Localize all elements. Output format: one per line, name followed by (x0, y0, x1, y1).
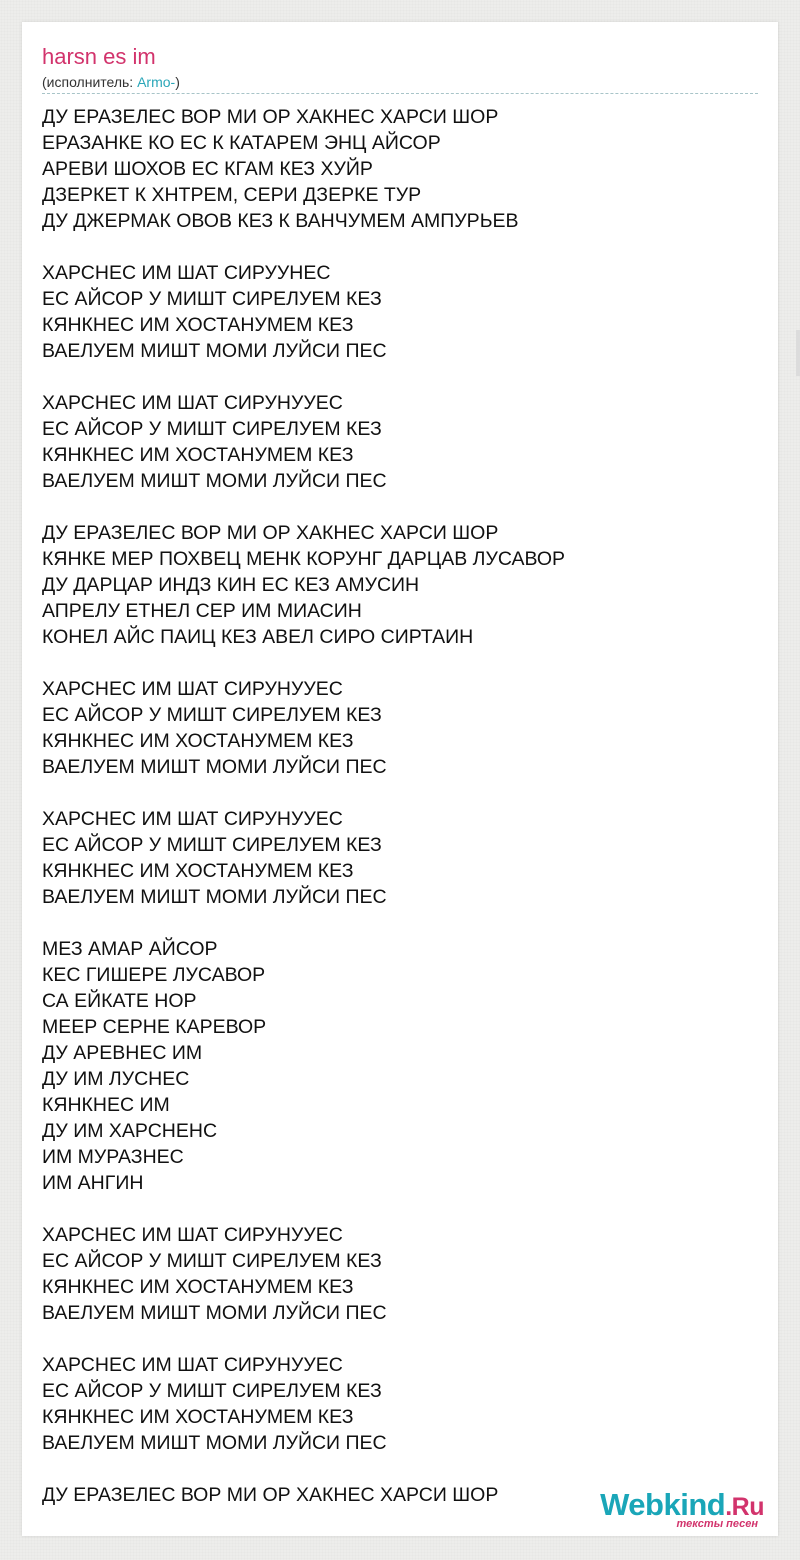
lyric-line: ДУ ДАРЦАР ИНДЗ КИН ЕС КЕЗ АМУСИН (42, 574, 420, 596)
lyric-line: ХАРСНЕС ИМ ШАТ СИРУУНЕС (42, 262, 331, 284)
lyric-blank-line (42, 650, 565, 676)
lyric-line: СА ЕЙКАТЕ НОР (42, 990, 197, 1012)
lyrics-body (42, 104, 565, 1508)
lyric-line: ЕРАЗАНКЕ КО ЕС К КАТАРЕМ ЭНЦ АЙСОР (42, 132, 441, 154)
song-title: harsn es im (42, 44, 156, 69)
lyric-line: ЕС АЙСОР У МИШТ СИРЕЛУЕМ КЕЗ (42, 288, 382, 310)
lyric-line: ИМ МУРАЗНЕС (42, 1146, 184, 1168)
lyric-blank-line (42, 1326, 565, 1352)
lyric-line: ДЗЕРКЕТ К ХНТРЕМ, СЕРИ ДЗЕРКЕ ТУР (42, 184, 422, 206)
lyric-line: ВАЕЛУЕМ МИШТ МОМИ ЛУЙСИ ПЕС (42, 470, 387, 492)
artist-line (42, 73, 180, 91)
lyrics-card (22, 22, 778, 1536)
lyric-line: ДУ ДЖЕРМАК ОВОВ КЕЗ К ВАНЧУМЕМ АМПУРЬЕВ (42, 210, 519, 232)
lyric-line: ВАЕЛУЕМ МИШТ МОМИ ЛУЙСИ ПЕС (42, 886, 387, 908)
lyric-blank-line (42, 1196, 565, 1222)
lyric-blank-line (42, 494, 565, 520)
lyric-line: МЕЕР СЕРНЕ КАРЕВОР (42, 1016, 267, 1038)
artist-prefix: (исполнитель: (42, 74, 138, 90)
lyric-blank-line (42, 234, 565, 260)
lyric-line: ИМ АНГИН (42, 1172, 144, 1194)
lyric-line: КЯНКНЕС ИМ ХОСТАНУМЕМ КЕЗ (42, 444, 354, 466)
lyric-line: КЯНКНЕС ИМ ХОСТАНУМЕМ КЕЗ (42, 314, 354, 336)
lyric-line: ЕС АЙСОР У МИШТ СИРЕЛУЕМ КЕЗ (42, 1250, 382, 1272)
lyric-line: КЯНКНЕС ИМ ХОСТАНУМЕМ КЕЗ (42, 730, 354, 752)
lyric-line: КЯНКНЕС ИМ ХОСТАНУМЕМ КЕЗ (42, 1406, 354, 1428)
lyric-line: КЯНКНЕС ИМ ХОСТАНУМЕМ КЕЗ (42, 860, 354, 882)
lyric-line: ДУ ИМ ЛУСНЕС (42, 1068, 190, 1090)
lyric-line: АПРЕЛУ ЕТНЕЛ СЕР ИМ МИАСИН (42, 600, 362, 622)
lyric-line: ДУ ЕРАЗЕЛЕС ВОР МИ ОР ХАКНЕС ХАРСИ ШОР (42, 522, 499, 544)
lyric-line: ХАРСНЕС ИМ ШАТ СИРУНУУЕС (42, 808, 343, 830)
lyric-line: ВАЕЛУЕМ МИШТ МОМИ ЛУЙСИ ПЕС (42, 1432, 387, 1454)
lyric-line: ДУ ЕРАЗЕЛЕС ВОР МИ ОР ХАКНЕС ХАРСИ ШОР (42, 1484, 499, 1506)
lyric-line: МЕЗ АМАР АЙСОР (42, 938, 218, 960)
lyric-line: КЯНКЕ МЕР ПОХВЕЦ МЕНК КОРУНГ ДАРЦАВ ЛУСАВОР (42, 548, 566, 570)
lyric-line: ВАЕЛУЕМ МИШТ МОМИ ЛУЙСИ ПЕС (42, 340, 387, 362)
lyric-blank-line (42, 1456, 565, 1482)
lyric-line: КЯНКНЕС ИМ (42, 1094, 170, 1116)
scrollbar-thumb[interactable] (796, 330, 800, 376)
lyric-line: КОНЕЛ АЙС ПАИЦ КЕЗ АВЕЛ СИРО СИРТАИН (42, 626, 474, 648)
lyric-line: ДУ ЕРАЗЕЛЕС ВОР МИ ОР ХАКНЕС ХАРСИ ШОР (42, 106, 499, 128)
logo-tagline: тексты песен (676, 1518, 758, 1530)
webkind-logo[interactable] (580, 1488, 770, 1532)
lyric-blank-line (42, 364, 565, 390)
lyric-line: ВАЕЛУЕМ МИШТ МОМИ ЛУЙСИ ПЕС (42, 756, 387, 778)
lyric-blank-line (42, 780, 565, 806)
lyric-line: КЕС ГИШЕРЕ ЛУСАВОР (42, 964, 266, 986)
lyric-line: ЕС АЙСОР У МИШТ СИРЕЛУЕМ КЕЗ (42, 834, 382, 856)
lyric-line: АРЕВИ ШОХОВ ЕС КГАМ КЕЗ ХУЙР (42, 158, 373, 180)
lyric-blank-line (42, 910, 565, 936)
lyric-line: ВАЕЛУЕМ МИШТ МОМИ ЛУЙСИ ПЕС (42, 1302, 387, 1324)
lyric-line: ХАРСНЕС ИМ ШАТ СИРУНУУЕС (42, 392, 343, 414)
lyric-line: ЕС АЙСОР У МИШТ СИРЕЛУЕМ КЕЗ (42, 704, 382, 726)
artist-suffix: ) (175, 74, 180, 90)
title-divider (42, 93, 758, 94)
lyric-line: ХАРСНЕС ИМ ШАТ СИРУНУУЕС (42, 1224, 343, 1246)
lyric-line: КЯНКНЕС ИМ ХОСТАНУМЕМ КЕЗ (42, 1276, 354, 1298)
lyric-line: ЕС АЙСОР У МИШТ СИРЕЛУЕМ КЕЗ (42, 1380, 382, 1402)
lyric-line: ХАРСНЕС ИМ ШАТ СИРУНУУЕС (42, 678, 343, 700)
lyric-line: ДУ АРЕВНЕС ИМ (42, 1042, 203, 1064)
lyric-line: ЕС АЙСОР У МИШТ СИРЕЛУЕМ КЕЗ (42, 418, 382, 440)
logo-brand: Webkind (600, 1487, 726, 1522)
artist-link[interactable]: Armo- (137, 74, 176, 90)
logo-tld: .Ru (725, 1493, 764, 1521)
lyric-line: ХАРСНЕС ИМ ШАТ СИРУНУУЕС (42, 1354, 343, 1376)
lyric-line: ДУ ИМ ХАРСНЕНС (42, 1120, 218, 1142)
